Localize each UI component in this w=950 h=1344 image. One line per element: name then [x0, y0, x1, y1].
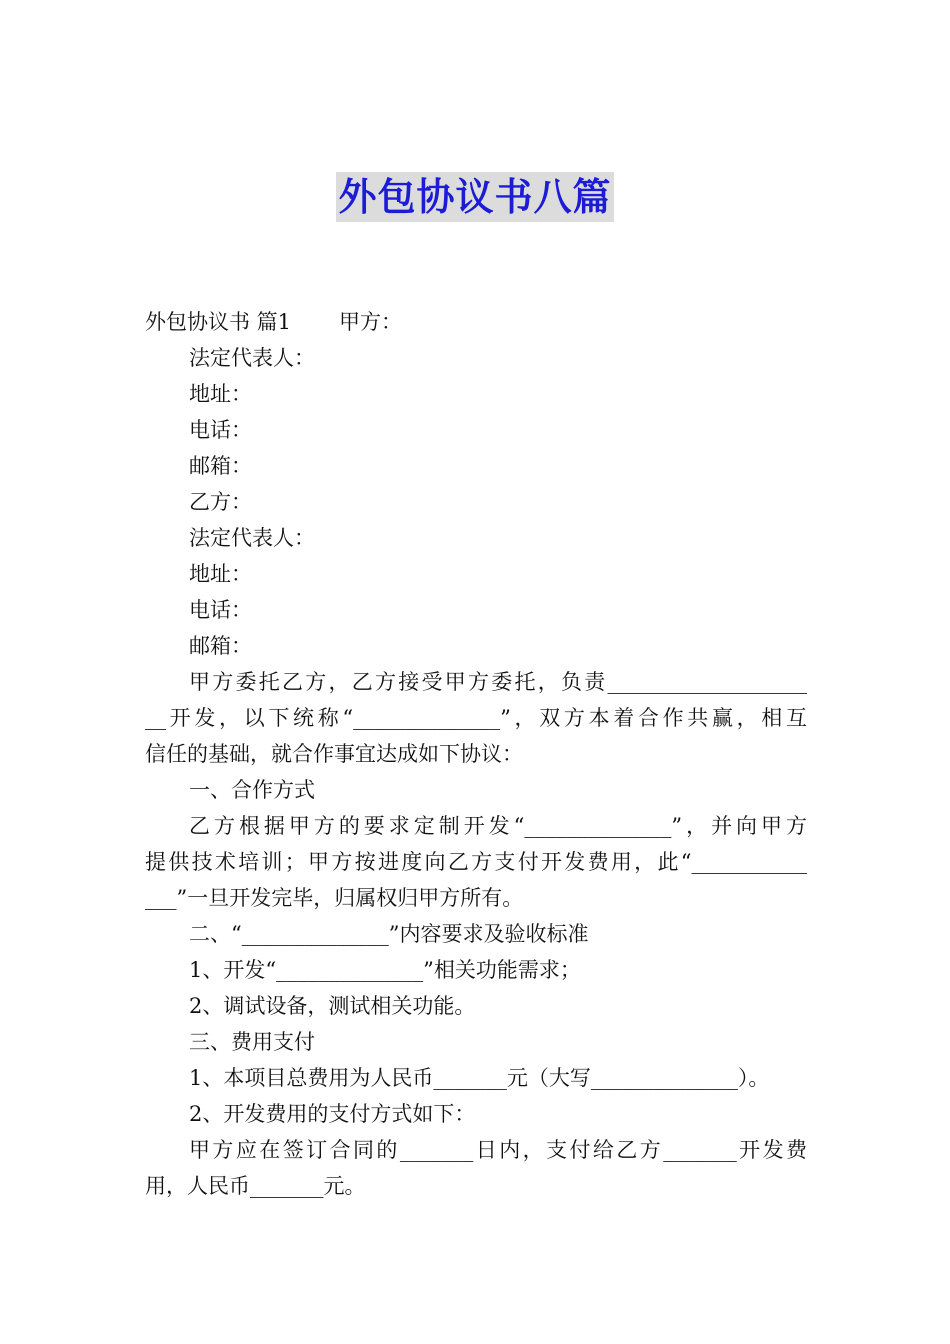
section-label: 外包协议书 篇1: [145, 310, 292, 334]
section-2-item-1: 1、开发“______________”相关功能需求；: [189, 958, 581, 982]
section-3-item-2: 2、开发费用的支付方式如下：: [189, 1102, 476, 1126]
party-b-representative: 法定代表人：: [189, 526, 315, 550]
section-heading-line: [145, 304, 807, 340]
party-a-representative: 法定代表人：: [189, 346, 315, 370]
party-a-email: 邮箱：: [189, 454, 252, 478]
title-container: [0, 172, 950, 222]
intro-paragraph-line-3: 信任的基础，就合作事宜达成如下协议：: [145, 742, 523, 766]
intro-paragraph-line-2: __开发，以下统称“______________”，双方本着合作共赢，相互: [145, 706, 807, 730]
section-2-title: 二、“______________”内容要求及验收标准: [189, 922, 589, 946]
party-b-email: 邮箱：: [189, 634, 252, 658]
document-body: [145, 304, 807, 1204]
party-a-label: 甲方：: [339, 310, 403, 334]
section-2-item-2: 2、调试设备，测试相关功能。: [189, 994, 476, 1018]
section-1-line-3: ___”一旦开发完毕，归属权归甲方所有。: [145, 886, 524, 910]
section-3-line-1: 甲方应在签订合同的_______日内，支付给乙方_______开发费: [189, 1138, 807, 1162]
party-a-address: 地址：: [189, 382, 252, 406]
section-3-title: 三、费用支付: [189, 1030, 315, 1054]
intro-paragraph-line-1: 甲方委托乙方，乙方接受甲方委托，负责___________________: [189, 670, 807, 694]
party-b-label: 乙方：: [189, 490, 252, 514]
section-1-line-2: 提供技术培训；甲方按进度向乙方支付开发费用，此“___________: [145, 850, 807, 874]
party-a-phone: 电话：: [189, 418, 252, 442]
section-3-line-2: 用，人民币_______元。: [145, 1174, 366, 1198]
document-title: 外包协议书八篇: [336, 172, 613, 222]
section-1-title: 一、合作方式: [189, 778, 315, 802]
party-b-phone: 电话：: [189, 598, 252, 622]
section-3-item-1: 1、本项目总费用为人民币_______元（大写______________）。: [189, 1066, 770, 1090]
section-1-line-1: 乙方根据甲方的要求定制开发“______________”，并向甲方: [189, 814, 807, 838]
party-b-address: 地址：: [189, 562, 252, 586]
